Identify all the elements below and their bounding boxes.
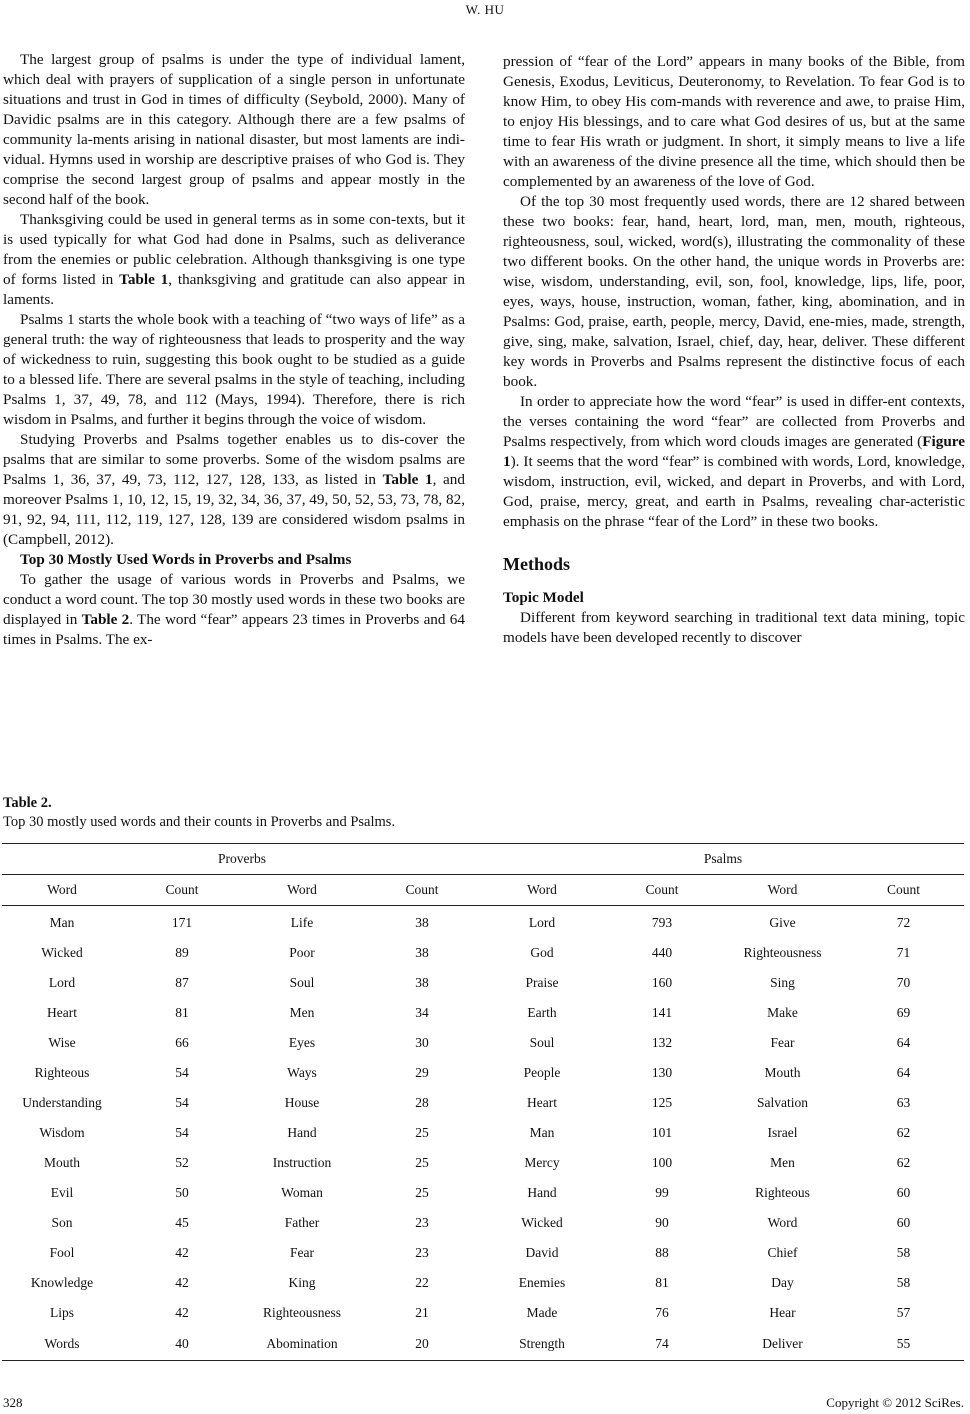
count-cell: 64 bbox=[896, 1065, 911, 1080]
word-cell: Words bbox=[2, 1328, 122, 1361]
word-cell: Earth bbox=[527, 1005, 557, 1020]
word-cell: Man bbox=[529, 1125, 555, 1140]
group-header-proverbs: Proverbs bbox=[2, 844, 482, 875]
count-cell: 38 bbox=[415, 915, 429, 930]
count-cell: 54 bbox=[175, 1125, 189, 1140]
copyright: Copyright © 2012 SciRes. bbox=[826, 1395, 964, 1410]
count-cell: 160 bbox=[651, 975, 673, 990]
word-cell: Wisdom bbox=[39, 1125, 85, 1140]
word-cell: Poor bbox=[289, 945, 315, 960]
word-cell: People bbox=[523, 1065, 561, 1080]
word-cell: Soul bbox=[289, 975, 315, 990]
count-cell: 42 bbox=[175, 1245, 189, 1260]
word-cell: Praise bbox=[525, 975, 559, 990]
word-cell: Make bbox=[767, 1005, 798, 1020]
section-heading: Top 30 Mostly Used Words in Proverbs and Psalms bbox=[20, 551, 352, 568]
count-cell: 52 bbox=[175, 1155, 189, 1170]
count-cell: 132 bbox=[651, 1035, 673, 1050]
word-cell: Righteous bbox=[755, 1185, 810, 1200]
word-cell: Mercy bbox=[524, 1155, 560, 1170]
table-caption bbox=[3, 794, 395, 832]
table-reference: Table 2 bbox=[81, 611, 130, 628]
count-cell: 25 bbox=[415, 1125, 429, 1140]
count-cell: 74 bbox=[602, 1328, 722, 1361]
table-reference: Table 1 bbox=[119, 271, 169, 288]
count-cell: 58 bbox=[896, 1275, 911, 1290]
count-cell: 76 bbox=[655, 1305, 669, 1320]
count-cell: 38 bbox=[415, 975, 429, 990]
table-row bbox=[2, 906, 964, 939]
group-header-psalms: Psalms bbox=[482, 844, 964, 875]
word-cell: Hear bbox=[769, 1305, 796, 1320]
word-cell: Righteousness bbox=[262, 1305, 341, 1320]
table-reference: Table 1 bbox=[382, 471, 433, 488]
paragraph: Psalms 1 starts the whole book with a teaching of “two ways of life” as a general truth: the way of righteousness that leads to prosperity and the way of wickedness to ruin, suggesting this book ought to be studied as a guide to a blessed life. There are several psalms in the style of teaching, including Psalms 1, 37, 49, 78, and 112 (Mays, 1994). Therefore, there is rich wisdom in Psalms, and further it begins through the voice of wisdom. bbox=[3, 311, 465, 428]
count-cell: 69 bbox=[896, 1005, 911, 1020]
word-cell: Woman bbox=[281, 1185, 323, 1200]
word-cell: Father bbox=[284, 1215, 320, 1230]
word-cell: Chief bbox=[767, 1245, 798, 1260]
word-cell: Wicked bbox=[41, 945, 83, 960]
word-cell: Mouth bbox=[764, 1065, 801, 1080]
word-cell: Israel bbox=[767, 1125, 798, 1140]
word-cell: Knowledge bbox=[30, 1275, 94, 1290]
figure-reference: Figure 1 bbox=[503, 433, 965, 470]
column-header: Count bbox=[843, 875, 964, 906]
count-cell: 25 bbox=[415, 1155, 429, 1170]
word-cell: Men bbox=[289, 1005, 315, 1020]
table-label: Table 2. bbox=[3, 795, 52, 811]
count-cell: 40 bbox=[122, 1328, 242, 1361]
count-cell: 440 bbox=[651, 945, 673, 960]
word-cell: Give bbox=[769, 915, 796, 930]
count-cell: 99 bbox=[655, 1185, 669, 1200]
column-header: Count bbox=[362, 875, 482, 906]
count-cell: 130 bbox=[651, 1065, 673, 1080]
word-cell: Day bbox=[771, 1275, 794, 1290]
word-cell: God bbox=[530, 945, 554, 960]
count-cell: 54 bbox=[175, 1065, 189, 1080]
count-cell: 87 bbox=[175, 975, 189, 990]
table-row bbox=[2, 938, 964, 968]
table-row bbox=[2, 1148, 964, 1178]
count-cell: 62 bbox=[896, 1155, 911, 1170]
word-cell: Enemies bbox=[518, 1275, 566, 1290]
word-cell: Understanding bbox=[22, 1095, 102, 1110]
word-cell: Eyes bbox=[288, 1035, 316, 1050]
table-row bbox=[2, 1208, 964, 1238]
count-cell: 28 bbox=[415, 1095, 429, 1110]
column-header: Count bbox=[602, 875, 722, 906]
word-cell: Life bbox=[290, 915, 314, 930]
table-row bbox=[2, 1088, 964, 1118]
table-row bbox=[2, 968, 964, 998]
word-cell: Strength bbox=[482, 1328, 602, 1361]
word-cell: Evil bbox=[50, 1185, 74, 1200]
count-cell: 50 bbox=[175, 1185, 189, 1200]
word-cell: David bbox=[525, 1245, 559, 1260]
paragraph: Different from keyword searching in traditional text data mining, topic models have been developed recently to discover bbox=[503, 609, 965, 646]
table-row bbox=[2, 1118, 964, 1148]
count-cell: 141 bbox=[651, 1005, 673, 1020]
count-cell: 57 bbox=[896, 1305, 911, 1320]
word-cell: Wicked bbox=[521, 1215, 563, 1230]
count-cell: 88 bbox=[655, 1245, 669, 1260]
count-cell: 63 bbox=[896, 1095, 911, 1110]
count-cell: 20 bbox=[362, 1328, 482, 1361]
word-cell: Lord bbox=[48, 975, 76, 990]
table-row bbox=[2, 1268, 964, 1298]
table-caption-text: Top 30 mostly used words and their counts in Proverbs and Psalms. bbox=[3, 814, 396, 830]
count-cell: 60 bbox=[896, 1185, 911, 1200]
word-cell: Fear bbox=[290, 1245, 314, 1260]
word-cell: Wise bbox=[48, 1035, 76, 1050]
word-cell: Heart bbox=[47, 1005, 77, 1020]
topic-model-heading: Topic Model bbox=[503, 589, 584, 606]
count-cell: 101 bbox=[651, 1125, 673, 1140]
word-cell: Mouth bbox=[43, 1155, 80, 1170]
word-cell: Word bbox=[767, 1215, 798, 1230]
count-cell: 81 bbox=[655, 1275, 669, 1290]
paragraph: pression of “fear of the Lord” appears in many books of the Bible, from Genesis, Exodus, Leviticus, Deuteronomy, to Revelation. To fear God is to know Him, to obey His com-mands with reverence and awe, to praise Him, to enjoy His blessings, and to care what God desires of us, but at the same time to fear His wrath or judgment. In short, it simply means to live a life with an awareness of the divine presence all the time, which should then be complemented by an awareness of the love of God. bbox=[503, 53, 965, 190]
paragraph: Thanksgiving could be used in general terms as in some con-texts, but it is used typically for what God had done in Psalms, such as deliverance from the enemies or public celebration. Although thanksgiving is one type of forms listed in Table 1, thanksgiving and gratitude can also appear in laments. bbox=[3, 211, 465, 308]
word-cell: Man bbox=[49, 915, 75, 930]
count-cell: 54 bbox=[175, 1095, 189, 1110]
count-cell: 55 bbox=[843, 1328, 964, 1361]
word-cell: Men bbox=[770, 1155, 795, 1170]
paragraph: Studying Proverbs and Psalms together enables us to dis-cover the psalms that are similar to some proverbs. Some of the wisdom psalms are Psalms 1, 36, 37, 49, 73, 112, 127, 128, 133, as listed in Table 1, and moreover Psalms 1, 10, 12, 15, 19, 32, 34, 36, 37, 49, 50, 52, 53, 73, 78, 82, 91, 92, 94, 111, 112, 119, 127, 128, 139 are considered wisdom psalms in (Campbell, 2012). bbox=[3, 431, 465, 548]
count-cell: 793 bbox=[651, 915, 673, 930]
count-cell: 89 bbox=[175, 945, 189, 960]
word-cell: Fool bbox=[49, 1245, 75, 1260]
column-header: Word bbox=[482, 875, 602, 906]
word-cell: Salvation bbox=[757, 1095, 808, 1110]
count-cell: 64 bbox=[896, 1035, 911, 1050]
table-row bbox=[2, 998, 964, 1028]
methods-heading: Methods bbox=[503, 554, 570, 574]
count-cell: 29 bbox=[415, 1065, 429, 1080]
word-cell: Heart bbox=[527, 1095, 557, 1110]
count-cell: 45 bbox=[175, 1215, 189, 1230]
table-row bbox=[2, 1238, 964, 1268]
page-number: 328 bbox=[3, 1395, 23, 1410]
table-row bbox=[2, 1058, 964, 1088]
word-cell: Made bbox=[526, 1305, 558, 1320]
table-row bbox=[2, 1028, 964, 1058]
table-row bbox=[2, 1178, 964, 1208]
word-cell: House bbox=[284, 1095, 320, 1110]
word-cell: Fear bbox=[770, 1035, 795, 1050]
word-cell: Righteousness bbox=[743, 945, 822, 960]
word-cell: Deliver bbox=[722, 1328, 843, 1361]
column-header: Word bbox=[242, 875, 362, 906]
paragraph: To gather the usage of various words in Proverbs and Psalms, we conduct a word count. The top 30 mostly used words in these two books are displayed in Table 2. The word “fear” appears 23 times in Proverbs and 64 times in Psalms. The ex- bbox=[3, 571, 465, 648]
count-cell: 60 bbox=[896, 1215, 911, 1230]
paragraph: The largest group of psalms is under the type of individual lament, which deal with prayers of supplication of a single person in unfortunate situations and trust in God in times of difficulty (Seybold, 2000). Many of Davidic psalms are in this category. Although there are a few psalms of community la-ments arising in national disaster, but most laments are indi-vidual. Hymns used in worship are descriptive praises of who God is. They comprise the second largest group of psalms and appear mostly in the second half of the book. bbox=[3, 51, 465, 208]
count-cell: 81 bbox=[175, 1005, 189, 1020]
word-cell: Son bbox=[51, 1215, 73, 1230]
count-cell: 34 bbox=[415, 1005, 429, 1020]
table-row bbox=[2, 1328, 964, 1361]
left-column bbox=[3, 50, 465, 650]
word-cell: King bbox=[288, 1275, 316, 1290]
paragraph: In order to appreciate how the word “fear” is used in differ-ent contexts, the verses containing the word “fear” are collected from Proverbs and Psalms respectively, from which word clouds images are generated (Figure 1). It seems that the word “fear” is combined with words, Lord, knowledge, wisdom, instruction, evil, wicked, and depart in Proverbs, and with Lord, God, praise, mercy, great, and earth in Psalms, revealing char-acteristic emphasis on the phrase “fear of the Lord” in these two books. bbox=[503, 393, 965, 530]
count-cell: 100 bbox=[651, 1155, 673, 1170]
count-cell: 90 bbox=[655, 1215, 669, 1230]
count-cell: 72 bbox=[896, 915, 911, 930]
count-cell: 30 bbox=[415, 1035, 429, 1050]
word-cell: Hand bbox=[287, 1125, 317, 1140]
running-head: W. HU bbox=[465, 2, 505, 17]
table-body bbox=[2, 906, 964, 1361]
count-cell: 23 bbox=[415, 1245, 429, 1260]
count-cell: 42 bbox=[175, 1305, 189, 1320]
word-cell: Ways bbox=[287, 1065, 317, 1080]
word-cell: Sing bbox=[770, 975, 795, 990]
count-cell: 23 bbox=[415, 1215, 429, 1230]
count-cell: 42 bbox=[175, 1275, 189, 1290]
word-cell: Righteous bbox=[34, 1065, 90, 1080]
word-cell: Lord bbox=[528, 915, 556, 930]
count-cell: 21 bbox=[415, 1305, 429, 1320]
word-count-table bbox=[2, 843, 964, 1361]
column-header: Word bbox=[2, 875, 122, 906]
word-cell: Hand bbox=[527, 1185, 557, 1200]
count-cell: 38 bbox=[415, 945, 429, 960]
word-cell: Lips bbox=[49, 1305, 74, 1320]
count-cell: 70 bbox=[896, 975, 911, 990]
count-cell: 62 bbox=[896, 1125, 911, 1140]
right-column bbox=[503, 52, 965, 648]
word-cell: Abomination bbox=[242, 1328, 362, 1361]
paragraph: Of the top 30 most frequently used words, there are 12 shared between these two books: fear, hand, heart, lord, man, men, mouth, righteous, righteousness, soul, wicked, word(s), illustrating the commonality of these two different books. On the other hand, the unique words in Proverbs are: wise, wisdom, understanding, evil, son, fool, knowledge, lips, life, poor, eyes, ways, house, instruction, woman, father, king, abomination, and in Psalms: God, praise, earth, people, mercy, David, ene-mies, made, strength, give, sing, make, salvation, Israel, chief, day, hear, deliver. These different key words in Proverbs and Psalms represent the distinctive focus of each book. bbox=[503, 193, 965, 390]
count-cell: 171 bbox=[171, 915, 193, 930]
table-row bbox=[2, 1298, 964, 1328]
column-header: Word bbox=[722, 875, 843, 906]
word-cell: Soul bbox=[529, 1035, 555, 1050]
count-cell: 22 bbox=[415, 1275, 429, 1290]
column-header: Count bbox=[122, 875, 242, 906]
count-cell: 71 bbox=[896, 945, 911, 960]
count-cell: 66 bbox=[175, 1035, 189, 1050]
word-cell: Instruction bbox=[272, 1155, 332, 1170]
count-cell: 25 bbox=[415, 1185, 429, 1200]
count-cell: 58 bbox=[896, 1245, 911, 1260]
count-cell: 125 bbox=[651, 1095, 673, 1110]
